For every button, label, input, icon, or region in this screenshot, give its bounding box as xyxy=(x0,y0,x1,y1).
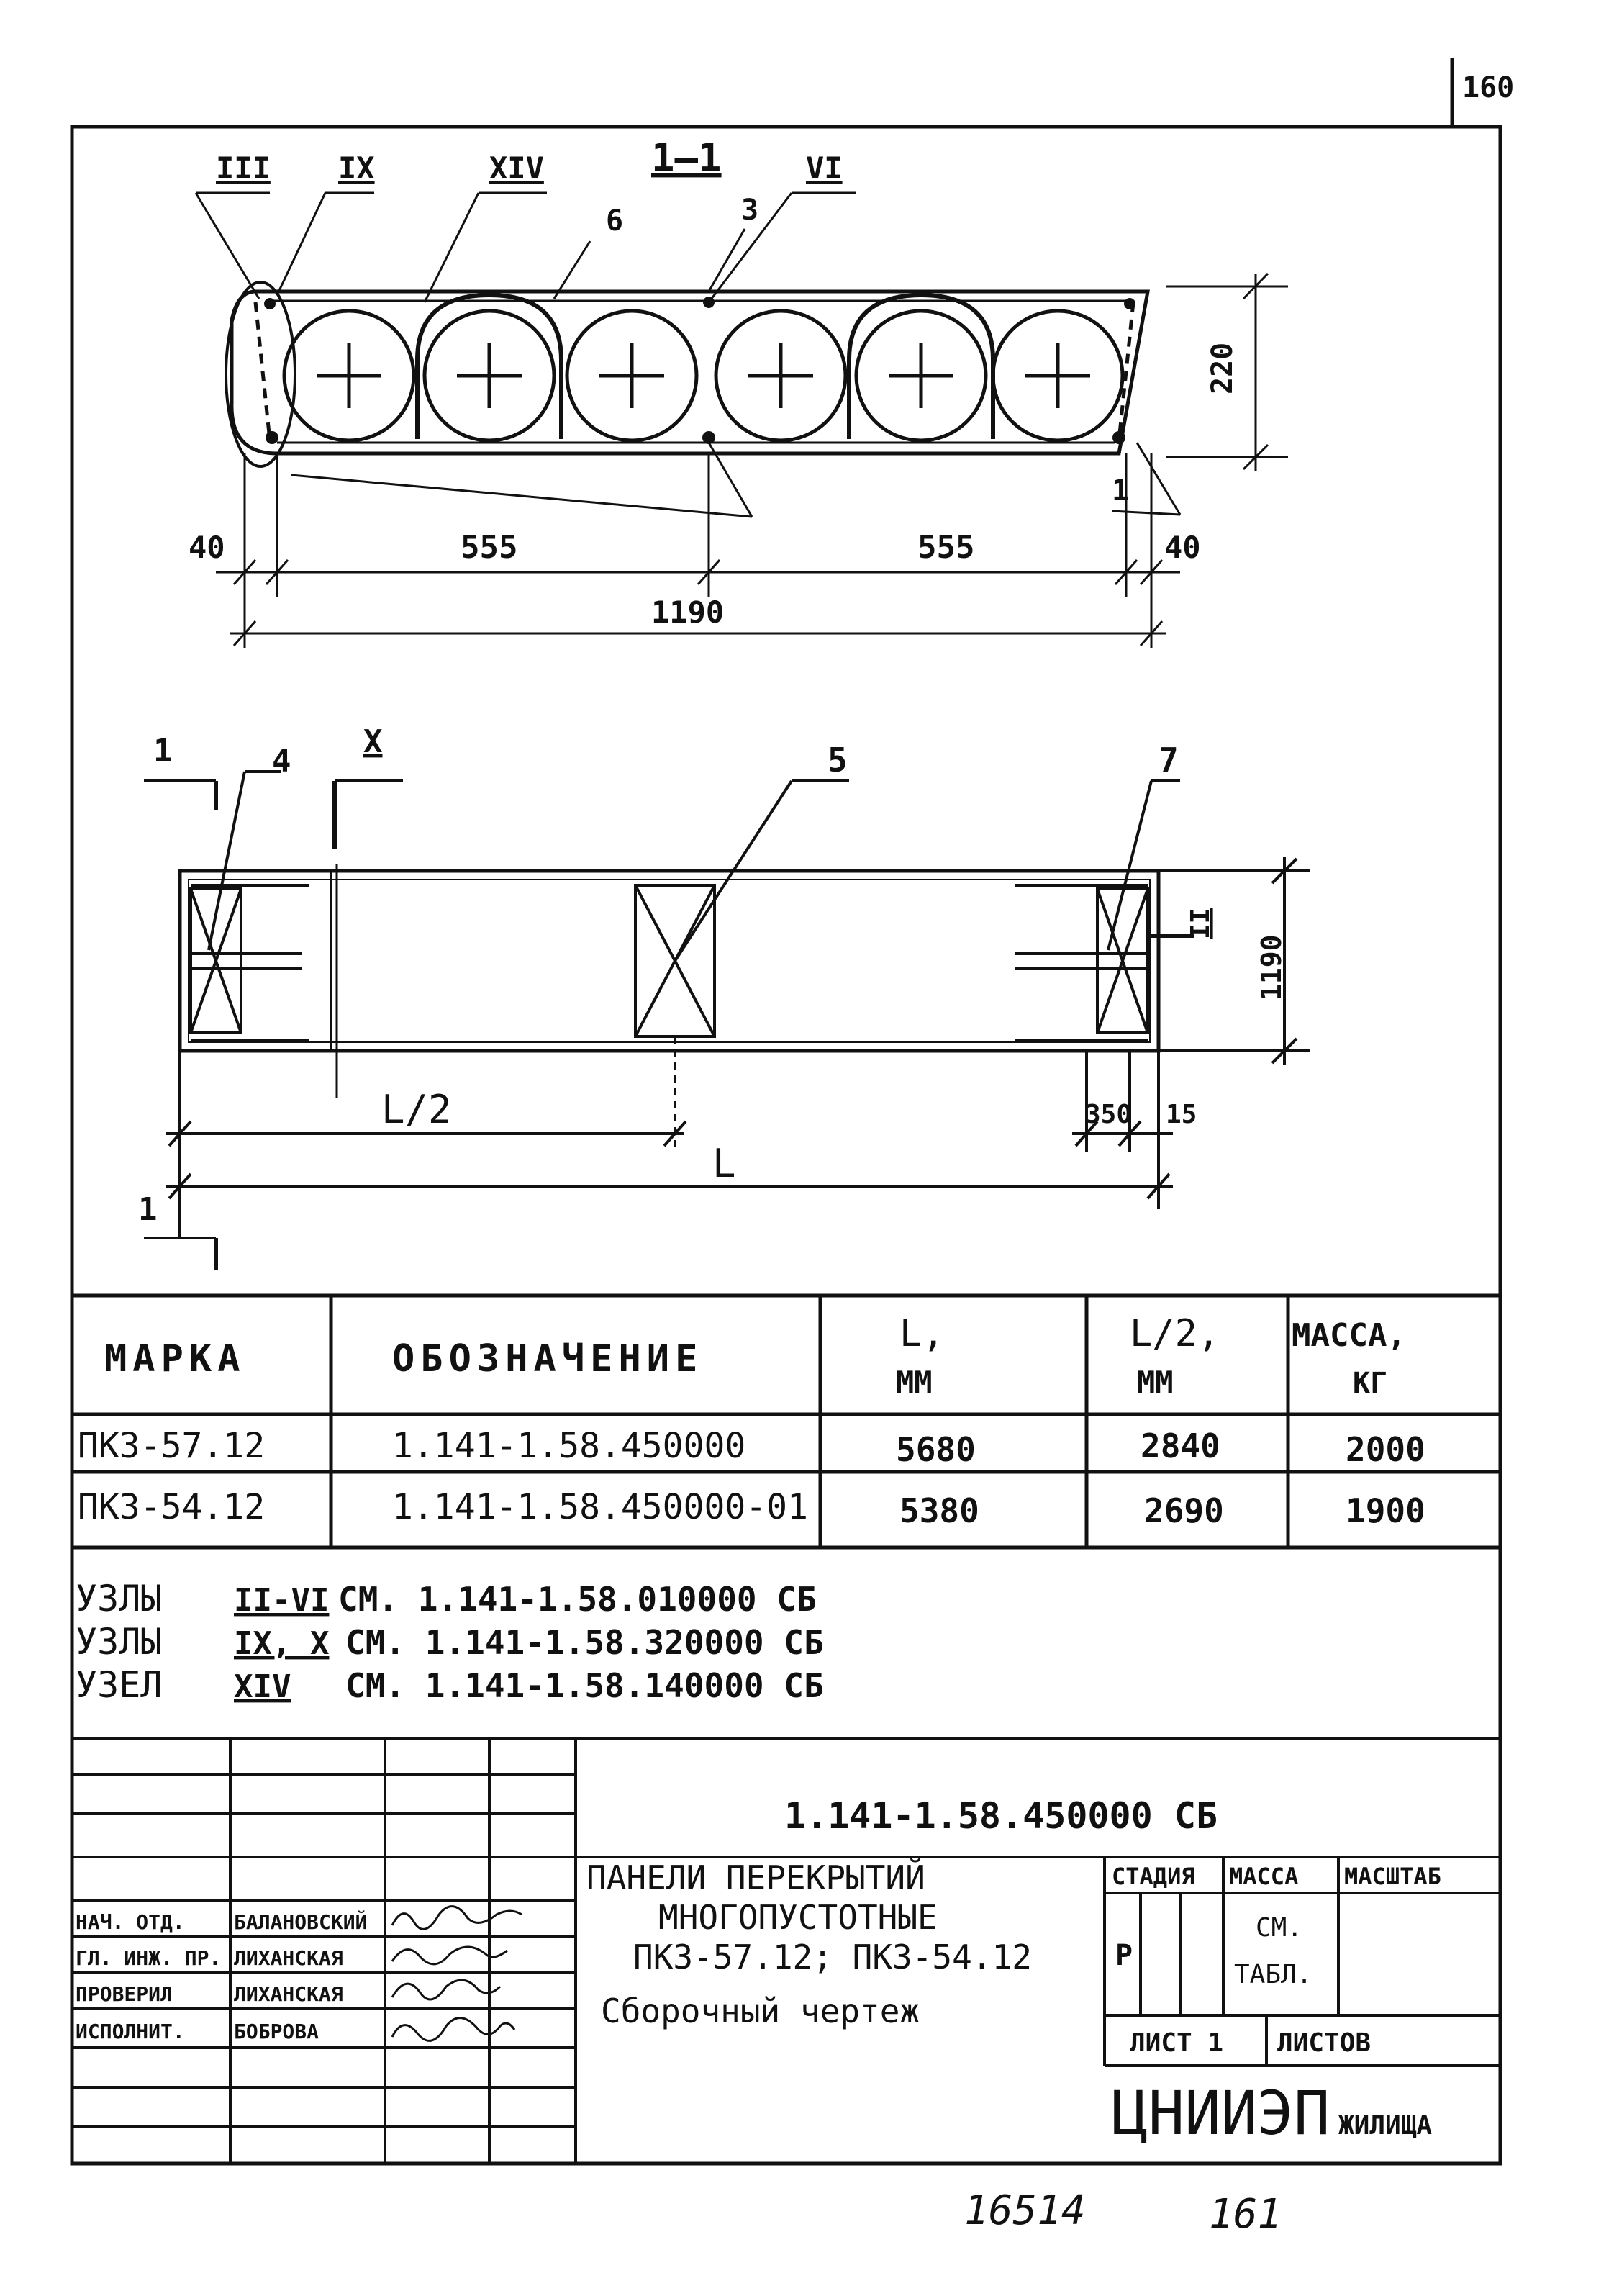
core-5 xyxy=(856,311,986,440)
title-line-3: ПК3-57.12; ПК3-54.12 xyxy=(633,1938,1032,1976)
hollow-cores xyxy=(270,295,1130,443)
table-row xyxy=(78,1487,1425,1530)
role-row xyxy=(76,1909,367,1934)
dim-left-span: 555 xyxy=(461,529,518,566)
row-mass: 2000 xyxy=(1346,1430,1425,1469)
note-text: СМ. 1.141-1.58.140000 СБ xyxy=(345,1666,824,1705)
row-length: 5380 xyxy=(899,1491,979,1530)
plan-dim-half: L/2 xyxy=(381,1087,452,1132)
title-line-4: Сборочный чертеж xyxy=(601,1992,920,2030)
sheet-label: ЛИСТ 1 xyxy=(1130,2028,1224,2058)
signatures xyxy=(392,1907,522,2041)
stage-header: СТАДИЯ xyxy=(1112,1863,1195,1890)
role-name: ЛИХАНСКАЯ xyxy=(234,1946,343,1970)
callout-ix: IX xyxy=(338,150,375,186)
note-refs: II-VI xyxy=(234,1582,330,1619)
page-number: 160 xyxy=(1462,71,1515,104)
dim-right-edge: 40 xyxy=(1164,530,1201,565)
sheet-frame xyxy=(72,58,1500,2164)
header-mass: МАССА, xyxy=(1292,1317,1406,1354)
org-name: ЦНИИЭП xyxy=(1112,2078,1330,2148)
notes-block xyxy=(76,1578,824,1706)
dim-total-1190: 1190 xyxy=(651,595,725,630)
dim-left-edge: 40 xyxy=(189,530,225,565)
callout-iii: III xyxy=(216,150,271,186)
plan-section-mark-top: 1 xyxy=(153,733,173,769)
plan-callout-4: 4 xyxy=(272,743,291,779)
dim-height-220: 220 xyxy=(1206,342,1239,394)
header-length-unit: ММ xyxy=(896,1365,933,1400)
header-mark: МАРКА xyxy=(104,1337,246,1380)
callout-vi: VI xyxy=(806,150,843,186)
table-row xyxy=(78,1426,1425,1469)
core-1 xyxy=(284,311,414,440)
mass-value-1: СМ. xyxy=(1256,1913,1303,1943)
sheets-label: ЛИСТОВ xyxy=(1277,2028,1372,2058)
note-line xyxy=(76,1578,817,1619)
note-refs: IX, X xyxy=(234,1625,330,1662)
plan-dim-350: 350 xyxy=(1085,1100,1133,1129)
plan-callout-5: 5 xyxy=(828,741,848,779)
note-text: СМ. 1.141-1.58.320000 СБ xyxy=(345,1623,824,1662)
mass-header: МАССА xyxy=(1229,1863,1299,1890)
callout-3: 3 xyxy=(741,194,759,227)
note-line xyxy=(76,1664,824,1706)
dim-right-span: 555 xyxy=(917,529,975,566)
header-half: L/2, xyxy=(1130,1312,1220,1355)
callout-1: 1 xyxy=(1112,474,1130,507)
role-label: ПРОВЕРИЛ xyxy=(76,1982,173,2006)
header-half-unit: ММ xyxy=(1137,1365,1174,1400)
plan-dim-width: 1190 xyxy=(1256,934,1287,1000)
row-designation: 1.141-1.58.450000-01 xyxy=(392,1487,808,1527)
plan-callout-x: X xyxy=(363,723,383,760)
header-designation: ОБОЗНАЧЕНИЕ xyxy=(392,1337,704,1380)
org-sub: ЖИЛИЩА xyxy=(1338,2111,1433,2141)
header-length: L, xyxy=(899,1312,945,1355)
section-dimensions xyxy=(216,274,1288,648)
note-line xyxy=(76,1621,824,1663)
core-4 xyxy=(716,311,845,440)
plan-view xyxy=(138,723,1310,1270)
role-name: БАЛАНОВСКИЙ xyxy=(234,1910,368,1934)
role-row xyxy=(76,2020,319,2043)
row-mass: 1900 xyxy=(1346,1491,1425,1530)
note-label: УЗЕЛ xyxy=(76,1664,163,1706)
section-title: 1—1 xyxy=(651,135,722,181)
section-leaders xyxy=(196,193,1180,517)
scale-header: МАСШТАБ xyxy=(1344,1863,1441,1890)
row-length: 5680 xyxy=(896,1430,976,1469)
role-row xyxy=(76,1946,343,1970)
spec-table xyxy=(72,1296,1500,1547)
title-line-2: МНОГОПУСТОТНЫЕ xyxy=(658,1898,938,1937)
footer-right-number: 161 xyxy=(1209,2191,1282,2238)
role-label: ГЛ. ИНЖ. ПР. xyxy=(76,1946,222,1970)
row-mark: ПК3-54.12 xyxy=(78,1487,266,1527)
role-label: НАЧ. ОТД. xyxy=(76,1910,185,1934)
plan-callout-ii: II xyxy=(1186,908,1215,939)
plan-dim-length: L xyxy=(712,1141,736,1186)
core-2 xyxy=(425,311,554,440)
note-label: УЗЛЫ xyxy=(76,1621,163,1663)
role-name: БОБРОВА xyxy=(234,2020,319,2043)
callout-xiv: XIV xyxy=(489,150,544,186)
row-half: 2840 xyxy=(1141,1427,1220,1465)
stage-value: Р xyxy=(1115,1939,1133,1972)
footer-left-number: 16514 xyxy=(964,2187,1086,2234)
title-block xyxy=(72,1738,1500,2164)
section-view xyxy=(189,135,1288,648)
role-label: ИСПОЛНИТ. xyxy=(76,2020,185,2043)
core-3 xyxy=(567,311,697,440)
plan-dim-15: 15 xyxy=(1166,1100,1197,1129)
note-label: УЗЛЫ xyxy=(76,1578,163,1619)
mass-value-2: ТАБЛ. xyxy=(1234,1960,1312,1989)
note-text: СМ. 1.141-1.58.010000 СБ xyxy=(338,1580,817,1619)
note-refs: XIV xyxy=(234,1668,291,1705)
role-row xyxy=(76,1982,343,2006)
plan-callout-7: 7 xyxy=(1159,741,1179,779)
doc-code: 1.141-1.58.450000 СБ xyxy=(784,1795,1218,1837)
row-mark: ПК3-57.12 xyxy=(78,1426,266,1466)
plan-lines xyxy=(144,772,1310,1270)
title-line-1: ПАНЕЛИ ПЕРЕКРЫТИЙ xyxy=(586,1858,925,1897)
core-6 xyxy=(993,311,1123,440)
plan-section-mark-bottom: 1 xyxy=(138,1191,158,1228)
callout-6: 6 xyxy=(606,204,624,238)
row-half: 2690 xyxy=(1144,1491,1224,1530)
row-designation: 1.141-1.58.450000 xyxy=(392,1426,746,1466)
header-mass-unit: КГ xyxy=(1353,1367,1388,1400)
role-name: ЛИХАНСКАЯ xyxy=(234,1982,343,2006)
